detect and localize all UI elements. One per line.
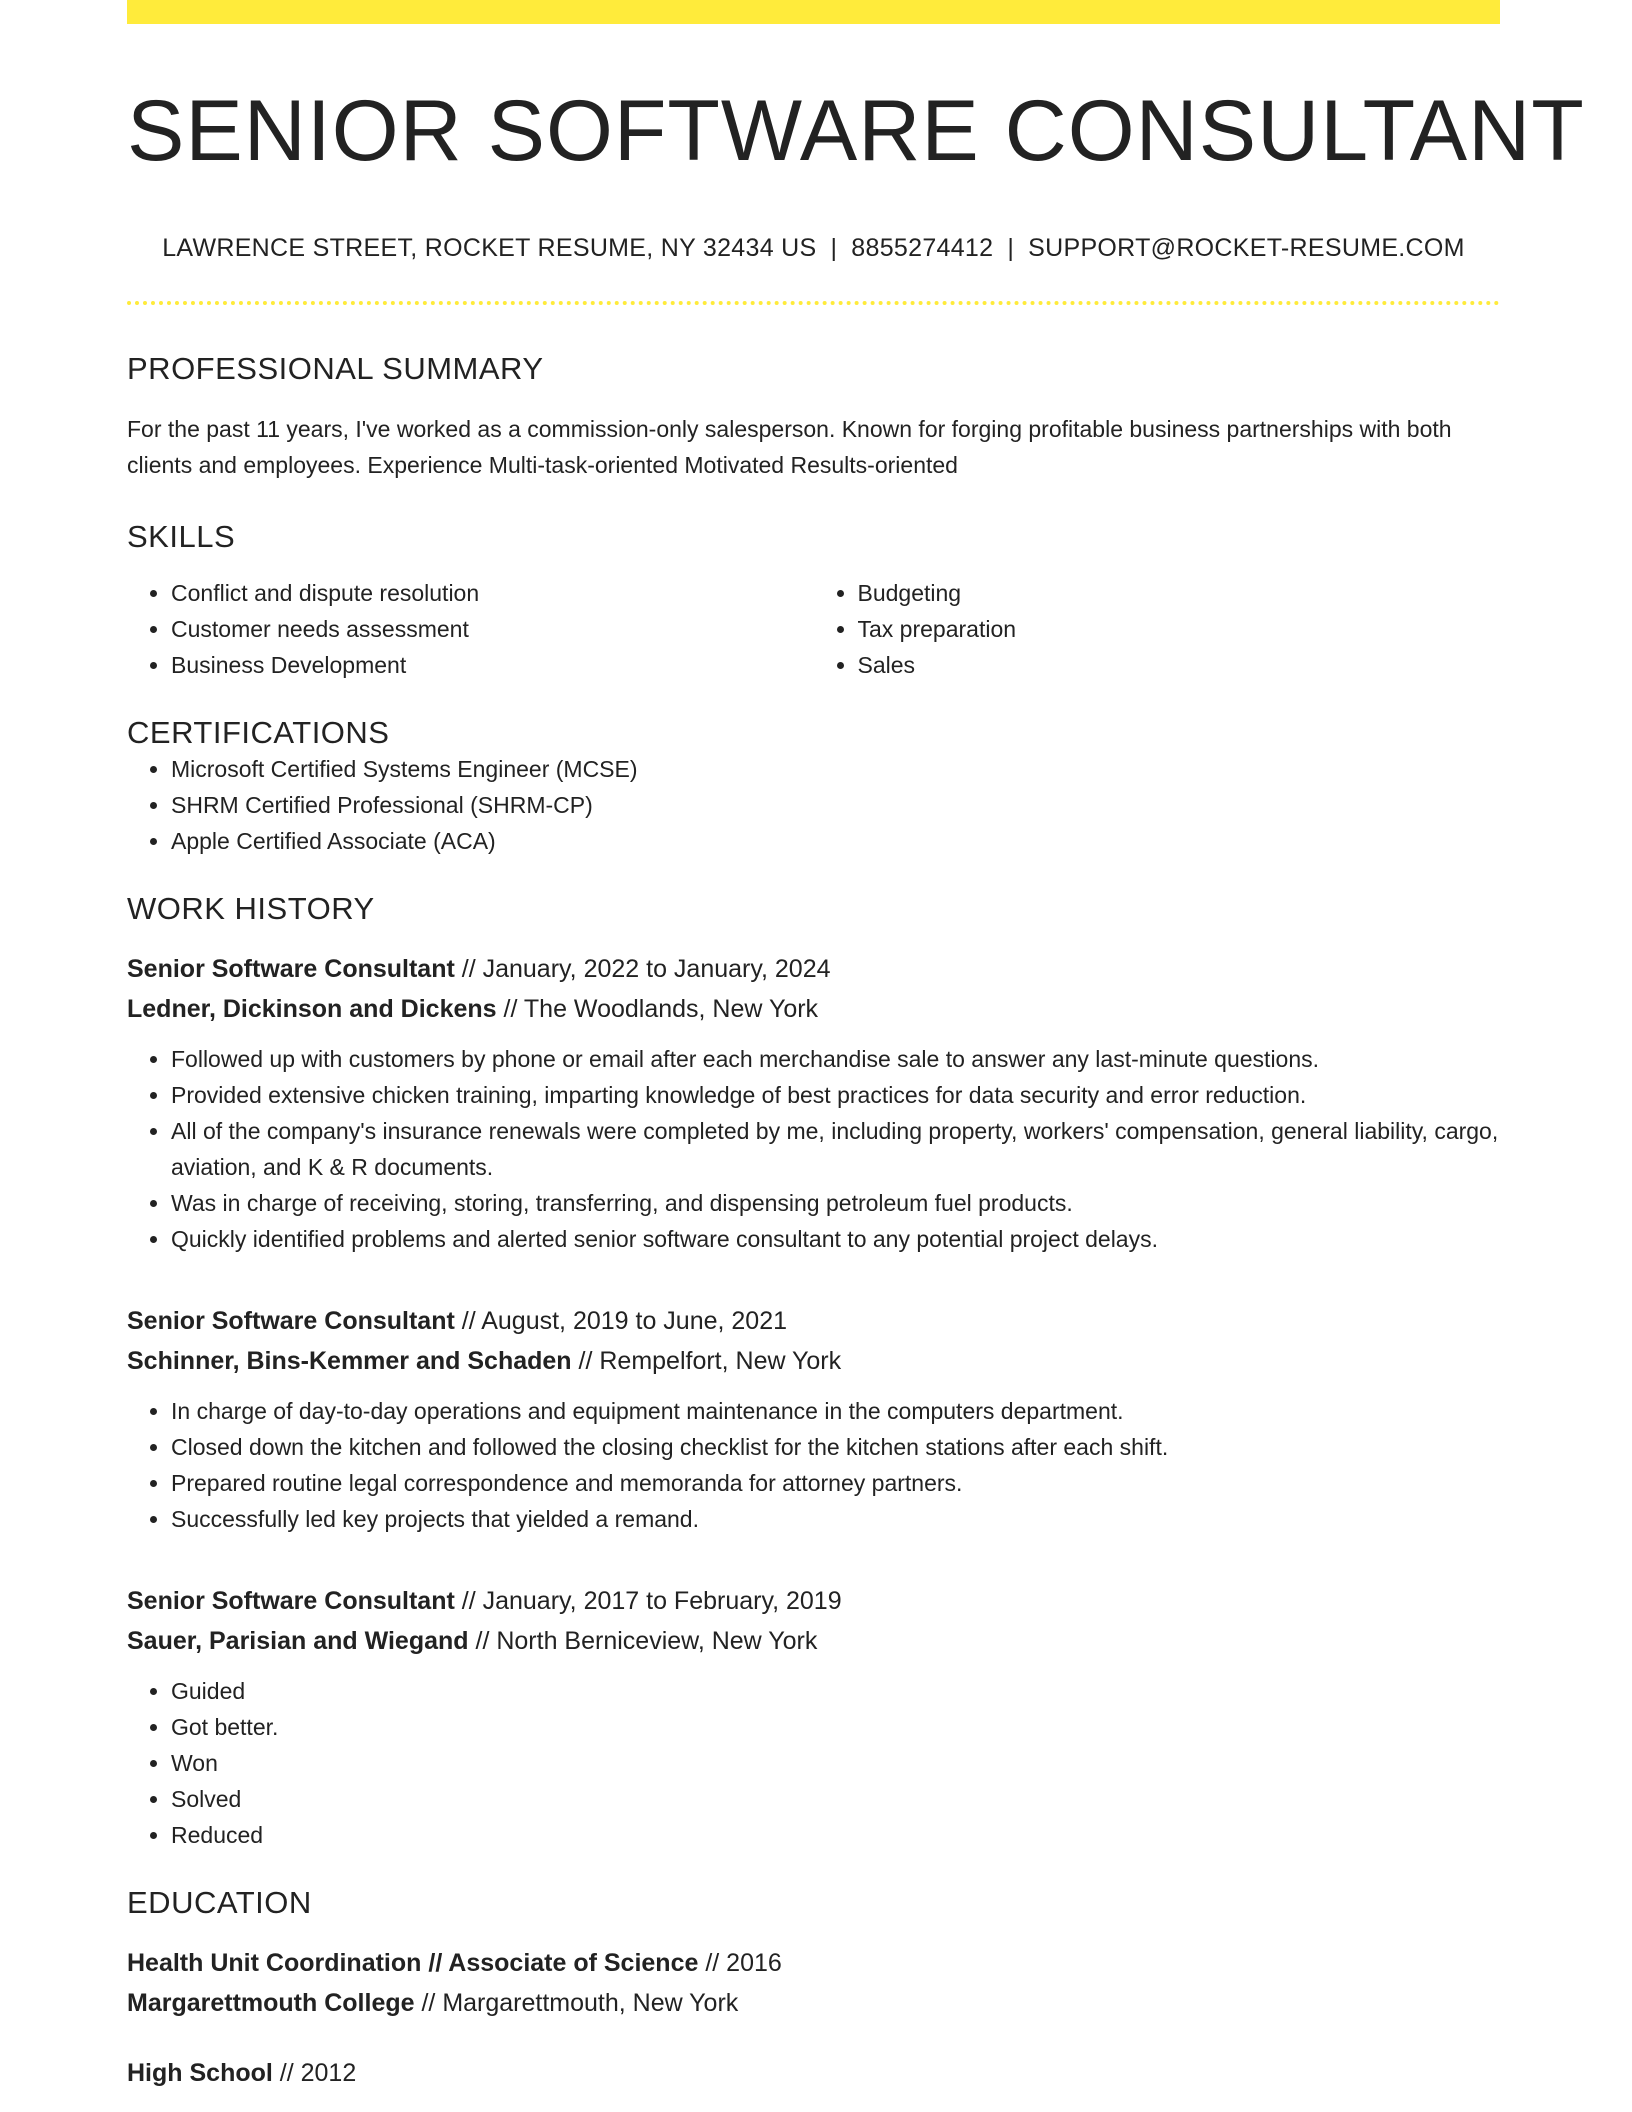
job-bullet: • All of the company's insurance renewals were completed by me, including property, workers' compensation, general liability, cargo, aviation, and K & R documents. [171, 1113, 1500, 1185]
job-bullet: • Prepared routine legal correspondence and memoranda for attorney partners. [171, 1465, 1500, 1501]
education-degree: Health Unit Coordination // Associate of Science [127, 1948, 699, 1977]
job-entry [127, 1301, 1500, 1537]
job-bullets [127, 1041, 1500, 1257]
job-company-line [127, 1341, 1500, 1381]
section-title-education: EDUCATION [127, 1884, 312, 1920]
education-degree-line [127, 1943, 1500, 1983]
skills-left-list [127, 575, 814, 683]
section-title-certifications: CERTIFICATIONS [127, 714, 390, 750]
certification-item: • Apple Certified Associate (ACA) [171, 823, 1500, 859]
skill-item: • Customer needs assessment [171, 611, 814, 647]
skill-item: • Budgeting [858, 575, 1501, 611]
job-bullet: • Guided [171, 1673, 1500, 1709]
job-role: Senior Software Consultant [127, 954, 455, 983]
job-bullet: • Was in charge of receiving, storing, transferring, and dispensing petroleum fuel products. [171, 1185, 1500, 1221]
job-role-line [127, 1581, 1500, 1621]
job-role-line [127, 1301, 1500, 1341]
skill-item: • Tax preparation [858, 611, 1501, 647]
job-bullet: • Reduced [171, 1817, 1500, 1853]
contact-phone: 8855274412 [851, 233, 994, 262]
job-company: Ledner, Dickinson and Dickens [127, 994, 497, 1023]
job-bullet: • Won [171, 1745, 1500, 1781]
job-bullet: • Successfully led key projects that yielded a remand. [171, 1501, 1500, 1537]
skill-item: • Conflict and dispute resolution [171, 575, 814, 611]
skill-item: • Sales [858, 647, 1501, 683]
resume-title: SENIOR SOFTWARE CONSULTANT [127, 83, 1585, 179]
job-bullet: • Closed down the kitchen and followed the closing checklist for the kitchen stations after each shift. [171, 1429, 1500, 1465]
section-title-skills: SKILLS [127, 518, 236, 554]
section-title-summary: PROFESSIONAL SUMMARY [127, 350, 544, 386]
accent-bar [127, 0, 1500, 24]
skills-right-list [814, 575, 1501, 683]
job-bullets [127, 1673, 1500, 1853]
job-company-line [127, 989, 1500, 1029]
job-dates: // August, 2019 to June, 2021 [454, 1306, 788, 1335]
job-location: // North Berniceview, New York [468, 1626, 818, 1655]
job-bullet: • Followed up with customers by phone or email after each merchandise sale to answer any last-minute questions. [171, 1041, 1500, 1077]
contact-separator: | [830, 233, 838, 262]
job-bullet: • Quickly identified problems and alerted senior software consultant to any potential project delays. [171, 1221, 1500, 1257]
skill-item: • Business Development [171, 647, 814, 683]
certification-item: • Microsoft Certified Systems Engineer (MCSE) [171, 751, 1500, 787]
job-entry [127, 949, 1500, 1257]
education-school: Margarettmouth College [127, 1988, 415, 2017]
job-role: Senior Software Consultant [127, 1306, 455, 1335]
certifications-list [127, 751, 1500, 859]
job-bullet: • Solved [171, 1781, 1500, 1817]
summary-text: For the past 11 years, I've worked as a commission-only salesperson. Known for forging profitable business partnerships with both clients and employees. Experience Multi-task-oriented Motivated Results-oriented [127, 415, 1452, 478]
job-dates: // January, 2022 to January, 2024 [454, 954, 831, 983]
dotted-divider [127, 301, 1500, 305]
education-degree-line [127, 2053, 1500, 2093]
job-company-line [127, 1621, 1500, 1661]
job-company: Sauer, Parisian and Wiegand [127, 1626, 469, 1655]
job-company: Schinner, Bins-Kemmer and Schaden [127, 1346, 572, 1375]
job-bullet: • In charge of day-to-day operations and equipment maintenance in the computers department. [171, 1393, 1500, 1429]
contact-email: SUPPORT@ROCKET-RESUME.COM [1028, 233, 1465, 262]
section-title-work-history: WORK HISTORY [127, 890, 375, 926]
job-role: Senior Software Consultant [127, 1586, 455, 1615]
job-role-line [127, 949, 1500, 989]
job-entry [127, 1581, 1500, 1853]
job-location: // The Woodlands, New York [496, 994, 819, 1023]
job-bullet: • Got better. [171, 1709, 1500, 1745]
education-year: // 2012 [272, 2058, 357, 2087]
education-school-line [127, 1983, 1500, 2023]
contact-separator: | [1007, 233, 1015, 262]
job-location: // Rempelfort, New York [571, 1346, 842, 1375]
education-degree: High School [127, 2058, 273, 2087]
skills-columns [127, 575, 1500, 683]
contact-line [127, 234, 1500, 263]
education-year: // 2016 [698, 1948, 782, 1977]
resume-page [127, 0, 1585, 2093]
job-dates: // January, 2017 to February, 2019 [454, 1586, 842, 1615]
job-bullet: • Provided extensive chicken training, imparting knowledge of best practices for data security and error reduction. [171, 1077, 1500, 1113]
contact-address: LAWRENCE STREET, ROCKET RESUME, NY 32434 US [162, 233, 817, 262]
job-bullets [127, 1393, 1500, 1537]
education-entry [127, 1943, 1500, 2023]
education-location: // Margarettmouth, New York [414, 1988, 739, 2017]
certification-item: • SHRM Certified Professional (SHRM-CP) [171, 787, 1500, 823]
education-entry [127, 2053, 1500, 2093]
